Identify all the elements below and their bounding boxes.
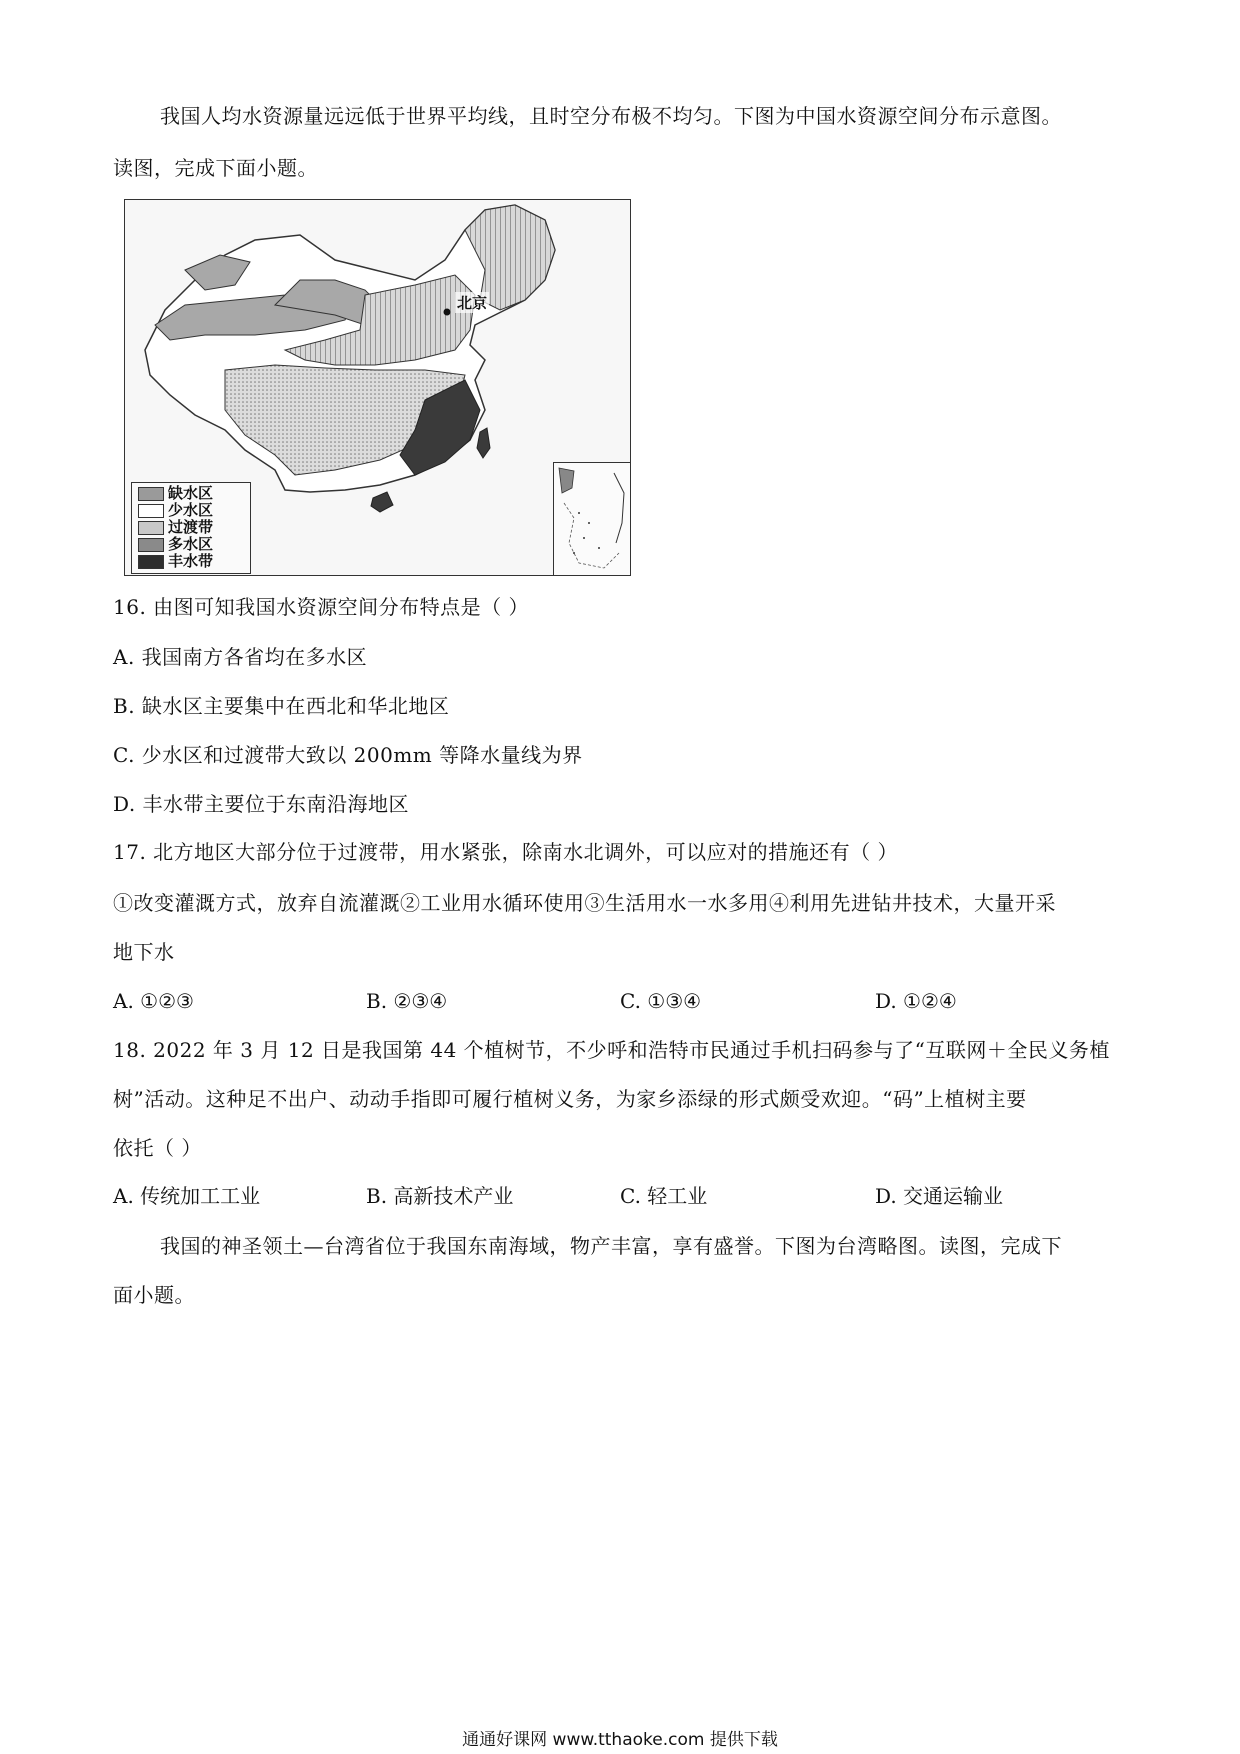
legend-swatch: [138, 555, 164, 569]
q16-option-d: D. 丰水带主要位于东南沿海地区: [113, 792, 410, 816]
q17-body-line-2: 地下水: [113, 940, 175, 964]
legend-swatch: [138, 504, 164, 518]
q16-option-c: C. 少水区和过渡带大致以 200mm 等降水量线为界: [113, 743, 583, 767]
q17-body-line-1: ①改变灌溉方式，放弃自流灌溉②工业用水循环使用③生活用水一水多用④利用先进钻井技术，大量开采: [113, 891, 1056, 915]
q18-option-a: A. 传统加工工业: [113, 1184, 261, 1208]
q16-option-a: A. 我国南方各省均在多水区: [113, 645, 368, 669]
q17-stem: 17. 北方地区大部分位于过渡带，用水紧张，除南水北调外，可以应对的措施还有（ ）: [113, 840, 899, 864]
legend-label: 少水区: [168, 501, 214, 519]
south-china-sea-inset: [553, 462, 631, 576]
q17-option-c: C. ①③④: [620, 989, 702, 1013]
china-water-resources-map: [124, 199, 631, 576]
legend-label: 多水区: [168, 535, 214, 553]
q18-option-c: C. 轻工业: [620, 1184, 708, 1208]
intro-2-line-1: 我国的神圣领土—台湾省位于我国东南海域，物产丰富，享有盛誉。下图为台湾略图。读图，完成下: [160, 1234, 1062, 1258]
intro-1-line-2: 读图，完成下面小题。: [113, 156, 318, 180]
q18-line-2: 树”活动。这种足不出户、动动手指即可履行植树义务，为家乡添绿的形式颇受欢迎。“码”上植树主要: [113, 1087, 1027, 1111]
legend-item-transition: [138, 519, 213, 536]
intro-2-line-2: 面小题。: [113, 1283, 195, 1307]
q18-option-b: B. 高新技术产业: [366, 1184, 514, 1208]
legend-item-rich: [138, 536, 213, 553]
legend-item-scarce: [138, 485, 213, 502]
legend-swatch: [138, 538, 164, 552]
beijing-label: 北京: [457, 294, 488, 312]
legend-swatch: [138, 521, 164, 535]
q17-option-a: A. ①②③: [113, 989, 194, 1013]
q17-option-b: B. ②③④: [366, 989, 448, 1013]
intro-1-line-1: 我国人均水资源量远远低于世界平均线，且时空分布极不均匀。下图为中国水资源空间分布示意图。: [160, 104, 1062, 128]
q17-option-d: D. ①②④: [875, 989, 957, 1013]
q18-line-3: 依托（ ）: [113, 1136, 202, 1160]
beijing-marker: [444, 309, 451, 316]
q18-option-d: D. 交通运输业: [875, 1184, 1004, 1208]
legend-item-low: [138, 502, 213, 519]
inset-drawing: [554, 463, 630, 575]
taiwan-island: [477, 428, 490, 458]
legend-item-abundant: [138, 553, 213, 570]
legend-label: 过渡带: [168, 518, 214, 536]
map-legend: [131, 482, 251, 574]
legend-label: 丰水带: [168, 552, 214, 570]
page-footer: 通通好课网 www.tthaoke.com 提供下载: [462, 1730, 778, 1750]
legend-swatch: [138, 487, 164, 501]
q16-stem: 16. 由图可知我国水资源空间分布特点是（ ）: [113, 595, 530, 619]
legend-label: 缺水区: [168, 484, 214, 502]
hainan-island: [371, 492, 393, 512]
q16-option-b: B. 缺水区主要集中在西北和华北地区: [113, 694, 450, 718]
q18-line-1: 18. 2022 年 3 月 12 日是我国第 44 个植树节，不少呼和浩特市民通过手机扫码参与了“互联网＋全民义务植: [113, 1038, 1110, 1062]
